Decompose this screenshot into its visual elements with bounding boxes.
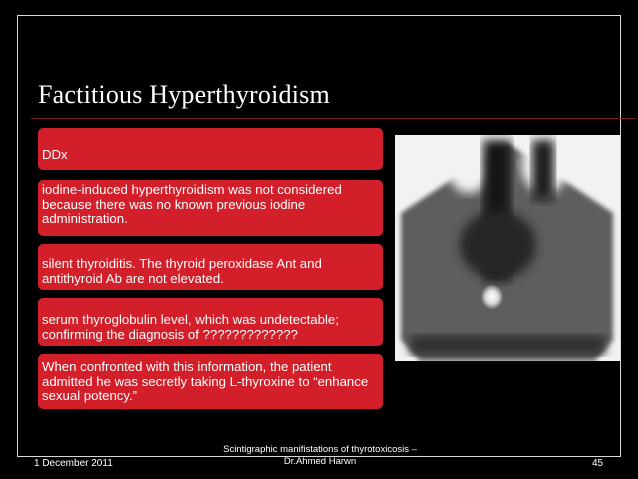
ddx-box-thyroglobulin: serum thyroglobulin level, which was undetectable; confirming the diagnosis of ?????????????: [38, 298, 383, 346]
title-underline: [31, 118, 636, 119]
slide-number: 45: [592, 458, 604, 469]
scintigraphy-scan: [395, 135, 620, 361]
ddx-box-iodine: iodine-induced hyperthyroidism was not considered because there was no known previous iodine administration.: [38, 180, 383, 236]
footer-date: 1 December 2011: [34, 458, 113, 469]
ddx-box-silent-thyroiditis: silent thyroiditis. The thyroid peroxidase Ant and antithyroid Ab are not elevated.: [38, 244, 383, 290]
footer-center-line1: Scintigraphic manifistations of thyrotoxicosis –: [223, 444, 417, 455]
slide-title: Factitious Hyperthyroidism: [38, 80, 330, 109]
ddx-box-header: DDx: [38, 128, 383, 170]
footer-presentation-title: [200, 444, 440, 468]
ddx-box-confession: When confronted with this information, the patient admitted he was secretly taking L-thyroxine to “enhance sexual potency.”: [38, 354, 383, 409]
thyroid-scintigraphy-image: [395, 135, 620, 361]
footer-center-line2: Dr.Ahmed Harwn: [283, 456, 357, 467]
